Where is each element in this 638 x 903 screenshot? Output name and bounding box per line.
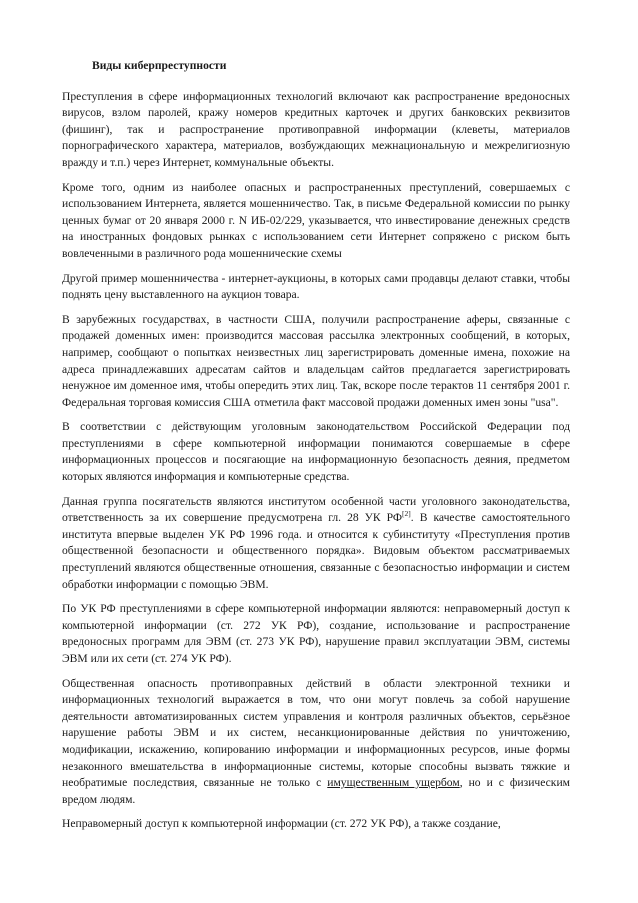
paragraph-3: Другой пример мошенничества - интернет-аукционы, в которых сами продавцы делают ставки, чтобы поднять цену выставленного на аукцион товара. bbox=[62, 271, 570, 302]
paragraph-6-text-start: Данная группа посягательств являются институтом особенной части уголовного законодательства, ответственность за их совершение предусмотрена гл. 28 УК РФ bbox=[62, 494, 570, 525]
paragraph-1: Преступления в сфере информационных технологий включают как распространение вредоносных вирусов, взлом паролей, кражу номеров кредитных карточек и других банковских реквизитов (фишинг), так и распространение противоправной информации (клеветы, материалов порнографического характера, материалов, возбуждающих межнациональную и межрелигиозную вражду и т.п.) через Интернет, коммунальные объекты. bbox=[62, 89, 570, 169]
paragraph-7: По УК РФ преступлениями в сфере компьютерной информации являются: неправомерный доступ к компьютерной информации (ст. 272 УК РФ), создание, использование и распространение вредоносных программ для ЭВМ (ст. 273 УК РФ), нарушение правил эксплуатации ЭВМ, системы ЭВМ или их сети (ст. 274 УК РФ). bbox=[62, 602, 570, 665]
property-damage-link[interactable]: имущественным ущербом bbox=[327, 776, 460, 790]
paragraph-5: В соответствии с действующим уголовным законодательством Российской Федерации под преступлениями в сфере компьютерной информации понимаются совершаемые в сфере информационных процессов и посягающие на информационную безопасность деяния, предметом которых являются информация и компьютерные средства. bbox=[62, 420, 570, 484]
paragraph-8 bbox=[62, 676, 570, 809]
footnote-reference[interactable]: [2] bbox=[402, 509, 411, 519]
paragraph-8-text-end: , но и с физическим вредом людям. bbox=[62, 776, 570, 806]
paragraph-8-text-start: Общественная опасность противоправных действий в области электронной техники и информационных технологий выражается в том, что они могут повлечь за собой нарушение деятельности автоматизированных систем управления и контроля различных объектов, серьёзное нарушение работы ЭВМ и их систем, несанкционированные действия по уничтожению, модификации, искажению, копированию информации и информационных ресурсов, иные формы незаконного вмешательства в информационные системы, которые способны вызвать тяжкие и необратимые последствия, связанные не только с bbox=[62, 676, 570, 790]
document-page bbox=[62, 58, 570, 841]
document-title: Виды киберпреступности bbox=[92, 59, 227, 72]
paragraph-6 bbox=[62, 494, 570, 594]
paragraph-2: Кроме того, одним из наиболее опасных и распространенных преступлений, совершаемых с использованием Интернета, является мошенничество. Так, в письме Федеральной комиссии по рынку ценных бумаг от 20 января 2000 г. N ИБ-02/229, указывается, что инвестирование денежных средств на иностранных фондовых рынках с использованием сети Интернет сопряжено с риском быть вовлеченными в различного рода мошеннические схемы bbox=[62, 180, 570, 260]
paragraph-9: Неправомерный доступ к компьютерной информации (ст. 272 УК РФ), а также создание, bbox=[62, 817, 501, 831]
paragraph-6-text-end: . В качестве самостоятельного института впервые выделен УК РФ 1996 года. и относится к субинституту «Преступления против общественной безопасности и общественного порядка». Видовым объектом рассматриваемых преступлений являются общественные отношения, связанные с безопасностью информации и систем обработки информации с помощью ЭВМ. bbox=[62, 511, 570, 591]
paragraph-4: В зарубежных государствах, в частности США, получили распространение аферы, связанные с продажей доменных имен: производится массовая рассылка электронных сообщений, в которых, например, сообщают о попытках неизвестных лиц зарегистрировать доменные имена, похожие на адреса принадлежавших адресатам сайтов и владельцам сайтов предлагается зарегистрировать ненужное им доменное имя, чтобы опередить этих лиц. Так, вскоре после терактов 11 сентября 2001 г. Федеральная торговая комиссия США отметила факт массовой продажи доменных имен зоны "usa". bbox=[62, 312, 570, 409]
